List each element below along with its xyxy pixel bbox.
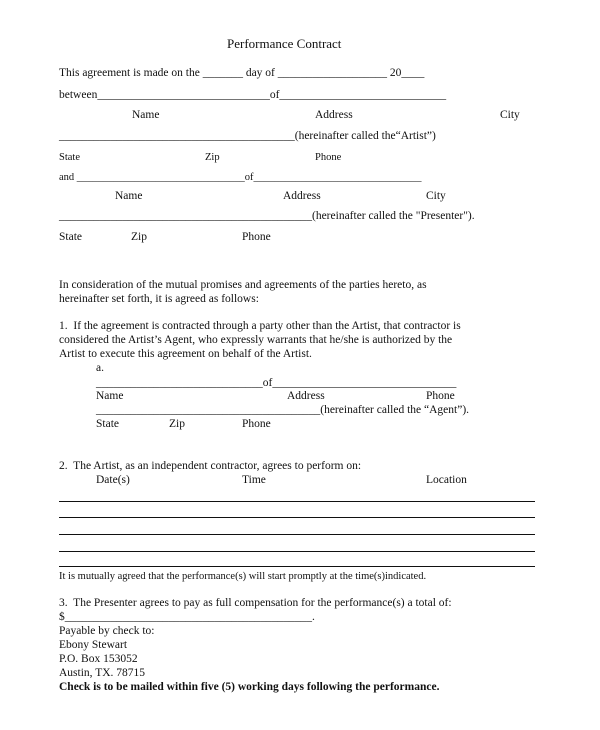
artist-name-label: Name xyxy=(132,109,160,121)
presenter-zip-label: Zip xyxy=(131,231,147,243)
artist-line: _________________________________________(hereinafter called the“Artist”) xyxy=(59,130,436,142)
location-label: Location xyxy=(426,474,467,486)
agent-name-label: Name xyxy=(96,390,124,402)
agent-phone-label: Phone xyxy=(426,390,455,402)
dates-label: Date(s) xyxy=(96,474,130,486)
clause2-text: 2. The Artist, as an independent contractor, agrees to perform on: xyxy=(59,460,362,472)
and-line: and ________________________________of________________________________ xyxy=(59,172,422,183)
payee-city: Austin, TX. 78715 xyxy=(59,667,146,679)
agent-line-2: _______________________________________(hereinafter called the “Agent”). xyxy=(96,404,470,416)
artist-city-label: City xyxy=(500,109,520,121)
artist-address-label: Address xyxy=(315,109,353,121)
time-label: Time xyxy=(242,474,266,486)
presenter-phone-label: Phone xyxy=(242,231,271,243)
artist-state-label: State xyxy=(59,152,80,163)
between-line: between______________________________of_____________________________ xyxy=(59,89,447,101)
performance-rule-2 xyxy=(59,517,535,518)
clause3-text: 3. The Presenter agrees to pay as full compensation for the performance(s) a total of: xyxy=(59,597,452,609)
consideration-line-2: hereinafter set forth, it is agreed as follows: xyxy=(59,293,259,305)
mutual-agreement-text: It is mutually agreed that the performance(s) will start promptly at the time(s)indicated. xyxy=(59,571,427,582)
presenter-line: ____________________________________________(hereinafter called the "Presenter"). xyxy=(59,210,475,222)
payable-label: Payable by check to: xyxy=(59,625,155,637)
presenter-city-label: City xyxy=(426,190,446,202)
agent-zip-label: Zip xyxy=(169,418,185,430)
presenter-address-label: Address xyxy=(283,190,321,202)
performance-rule-1 xyxy=(59,501,535,502)
clause1-item-a: a. xyxy=(96,362,104,374)
clause1-line-2: considered the Artist’s Agent, who expressly warrants that he/she is authorized by the xyxy=(59,334,453,346)
agent-state-label: State xyxy=(96,418,119,430)
agent-address-label: Address xyxy=(287,390,325,402)
mailing-note: Check is to be mailed within five (5) working days following the performance. xyxy=(59,681,440,693)
clause1-line-3: Artist to execute this agreement on behalf of the Artist. xyxy=(59,348,312,360)
dollar-amount-line: $___________________________________________. xyxy=(59,611,315,623)
agent-line-1: _____________________________of________________________________ xyxy=(96,377,457,389)
presenter-state-label: State xyxy=(59,231,82,243)
agreement-date-line: This agreement is made on the _______ day of ___________________ 20____ xyxy=(59,67,425,79)
performance-rule-4 xyxy=(59,551,535,552)
performance-rule-3 xyxy=(59,534,535,535)
clause1-line-1: 1. If the agreement is contracted through a party other than the Artist, that contractor is xyxy=(59,320,461,332)
payee-name: Ebony Stewart xyxy=(59,639,128,651)
consideration-line-1: In consideration of the mutual promises and agreements of the parties hereto, as xyxy=(59,279,427,291)
performance-rule-5 xyxy=(59,566,535,567)
agent-phone2-label: Phone xyxy=(242,418,271,430)
artist-zip-label: Zip xyxy=(205,152,220,163)
presenter-name-label: Name xyxy=(115,190,143,202)
payee-po-box: P.O. Box 153052 xyxy=(59,653,138,665)
artist-phone-label: Phone xyxy=(315,152,342,163)
page-title: Performance Contract xyxy=(227,36,342,51)
